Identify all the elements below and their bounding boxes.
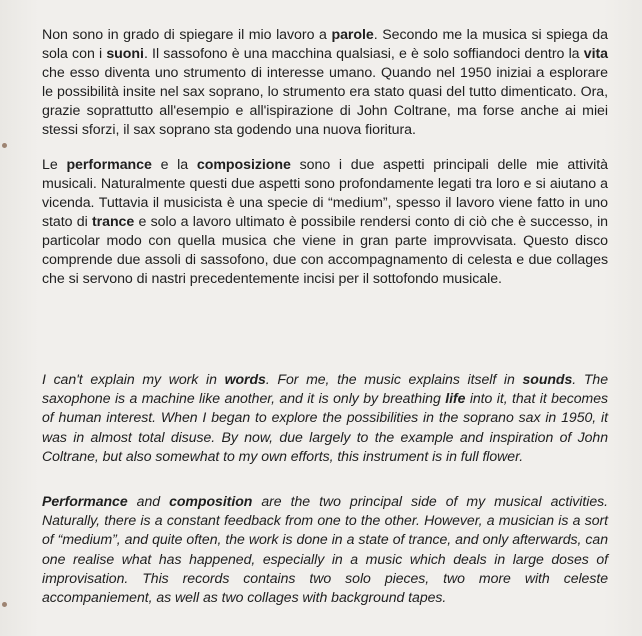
english-paragraph-1: [42, 370, 608, 466]
text-run: into it, that it becomes of human interest. When I began to explore the possibilities in the soprano sax in 1950, it was in almost total disuse. By now, due largely to the example and inspiration of John Coltrane, but also somewhat to my own efforts, this instrument is in full flower.: [42, 390, 608, 464]
staple-hole-top: [2, 143, 7, 148]
paragraph-text: [42, 492, 608, 607]
paragraph-text: [42, 156, 608, 289]
bold-keyword: composizione: [196, 157, 291, 173]
paragraph-text: [42, 26, 608, 140]
text-run: che esso diventa uno strumento di interesse umano. Quando nel 1950 iniziai a esplorare le possibilità insite nel sax soprano, lo strumento era stato quasi del tutto dimenticato. Ora, grazie soprattutto all'esempio e all'ispirazione di John Coltrane, ma forse anche ai miei stessi sforzi, il sax soprano sta godendo una nuova fioritura.: [42, 65, 608, 138]
bold-keyword: performance: [66, 157, 152, 173]
bold-keyword: parole: [331, 27, 374, 43]
paragraph-text: [42, 370, 608, 466]
text-run: . Secondo me la musica si spiega da sola con i: [42, 27, 608, 62]
text-run: I can't explain my work in: [42, 371, 225, 387]
text-run: e la: [151, 157, 197, 173]
text-run: are the two principal side of my musical activities. Naturally, there is a constant feedback from one to the other. However, a musician is a sort of “medium”, and quite often, the work is done in a state of trance, and only afterwards, can one realise what has happened, especially in a music which deals in large doses of improvisation. This records contains two solo pieces, two more with celeste accompaniement, as well as two collages with background tapes.: [42, 493, 608, 606]
english-paragraph-2: [42, 492, 608, 607]
bold-keyword: suoni: [106, 46, 144, 62]
staple-hole-bottom: [2, 602, 7, 607]
text-run: Non sono in grado di spiegare il mio lavoro a: [42, 27, 332, 43]
text-run: Le: [42, 157, 67, 173]
text-run: . The saxophone is a machine like another, and it is only by breathing: [42, 371, 608, 407]
bold-keyword: words: [224, 371, 266, 387]
text-run: and: [127, 493, 170, 509]
text-run: sono i due aspetti principali delle mie attività musicali. Naturalmente questi due aspetti sono profondamente legati tra loro e si aiutano a vicenda. Tuttavia il musicista è una specie di “medium”, spesso il lavoro viene fatto in uno stato di: [42, 157, 608, 230]
bold-keyword: trance: [91, 214, 135, 230]
italian-paragraph-1: [42, 26, 608, 140]
bold-keyword: composition: [169, 493, 253, 509]
bold-keyword: vita: [583, 46, 608, 62]
text-run: e solo a lavoro ultimato è possibile rendersi conto di ciò che è successo, in particolar modo con quella musica che viene in gran parte improvvisata. Questo disco comprende due assoli di sassofono, due con accompagnamento di celesta e due collages che si servono di nastri precedentemente incisi per il sottofondo musicale.: [42, 214, 609, 287]
text-run: . For me, the music explains itself in: [265, 371, 523, 387]
italian-paragraph-2: [42, 156, 608, 289]
text-run: . Il sassofono è una macchina qualsiasi, e è solo soffiandoci dentro la: [143, 46, 584, 62]
bold-keyword: sounds: [522, 371, 573, 387]
bold-keyword: life: [445, 390, 466, 407]
bold-keyword: Performance: [42, 493, 128, 509]
